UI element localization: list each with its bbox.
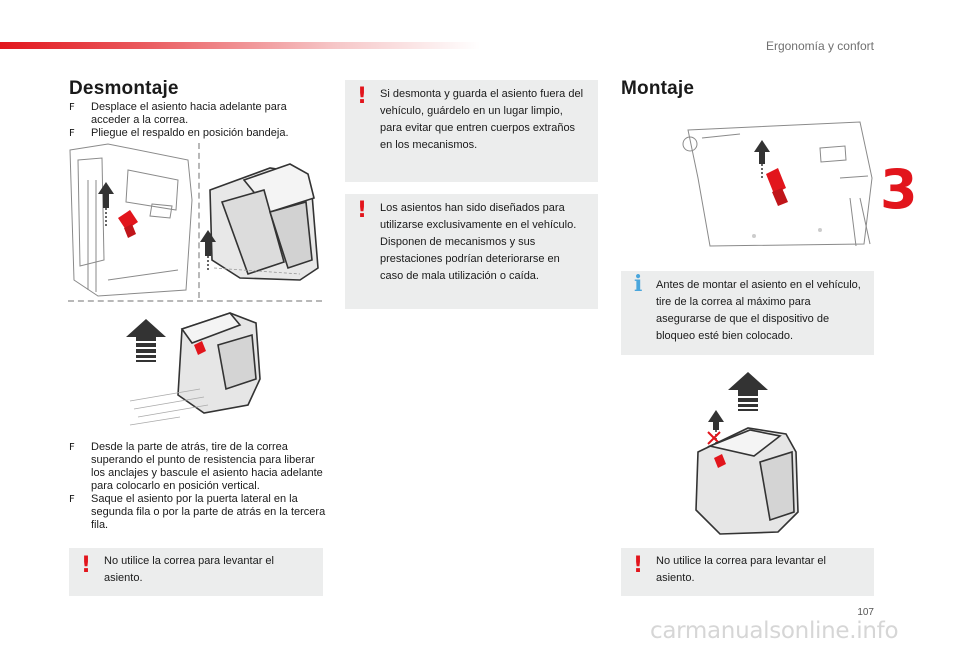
montaje-title: Montaje [621,78,695,99]
page-number: 107 [857,607,874,618]
seat-strap-illustration [68,140,196,298]
header-accent-bar [0,42,480,49]
warning-icon: ! [357,84,368,109]
warning-icon: ! [81,553,92,578]
seat-tipping-illustration [120,305,270,430]
desmontaje-steps-top [69,101,319,140]
bullet-icon: F [69,494,75,505]
seat-base-illustration [670,118,875,248]
watermark: carmanualsonline.info [650,618,899,644]
illustration-divider [68,300,322,302]
warning-text: Si desmonta y guarda el asiento fuera del vehículo, guárdelo en un lugar limpio, para evitar que entren cuerpos extraños en los mecanismos. [380,88,584,151]
warning-text: No utilice la correa para levantar el asiento. [656,555,826,584]
bullet-icon: F [69,102,75,113]
list-item: F Desde la parte de atrás, tire de la correa superando el punto de resistencia para liberar los anclajes y bascule el asiento hacia adelante para colocarlo en posición vertical. [69,441,323,492]
info-icon: i [634,271,643,297]
middle-warning-box-1 [345,80,598,182]
list-item: F Pliegue el respaldo en posición bandeja. [69,127,289,139]
warning-icon: ! [357,198,368,223]
desmontaje-steps-bottom [69,441,329,532]
bullet-icon: F [69,442,75,453]
chapter-number: 3 [880,158,916,221]
list-item: F Desplace el asiento hacia adelante para acceder a la correa. [69,101,287,126]
middle-warning-box-2 [345,194,598,309]
montaje-info-box [621,271,874,355]
desmontaje-title: Desmontaje [69,78,179,99]
folded-seat-illustration [200,150,324,285]
info-text: Antes de montar el asiento en el vehículo, tire de la correa al máximo para asegurarse de que el dispositivo de bloqueo esté bien colocado. [656,279,861,342]
warning-text: Los asientos han sido diseñados para utilizarse exclusivamente en el vehículo. Disponen de mecanismos y sus prestaciones podrían deteriorarse en caso de mala utilización o caída. [380,202,577,282]
header-title: Ergonomía y confort [765,39,874,53]
montaje-warning-box [621,548,874,596]
seat-lift-illustration [690,372,810,537]
warning-icon: ! [633,553,644,578]
warning-text: No utilice la correa para levantar el asiento. [104,555,274,584]
list-item: F Saque el asiento por la puerta lateral en la segunda fila o por la parte de atrás en la tercera fila. [69,493,326,531]
desmontaje-warning-box [69,548,323,596]
bullet-icon: F [69,128,75,139]
